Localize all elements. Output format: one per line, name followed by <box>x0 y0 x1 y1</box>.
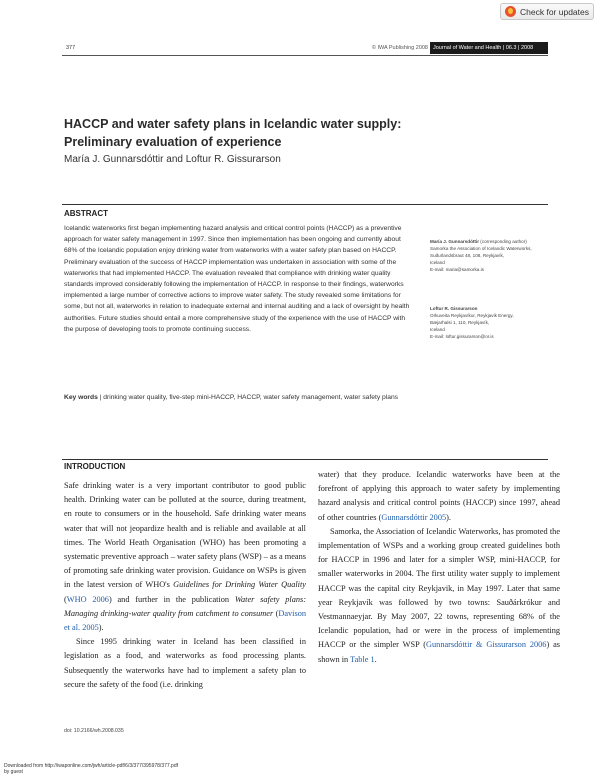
header-divider <box>62 55 548 56</box>
affiliation-line: Orkuveita Reykjavíkur, Reykjavik Energy, <box>430 312 514 318</box>
paragraph-text: and further in the publication <box>111 594 235 604</box>
article-title: HACCP and water safety plans in Icelandic water supply: Preliminary evaluation of experience <box>64 117 402 149</box>
introduction-divider <box>62 459 548 460</box>
paragraph-text: Safe drinking water is a very important contributor to good public health. Drinking water can be polluted at the source, during treatment, en route to consumers or in the household. Safe drinking water means water that will not jeopardize health and is reliable and available at all times. The World Heath Organisation (WHO) has been promoting a systematic preventive approach – water safety plans (WSP) – as a means of promoting safe drinking water provision. Guidance on WSPs is given in the latest version of WHO's <box>64 481 306 590</box>
affiliation-role: (corresponding author) <box>479 239 527 244</box>
paragraph-text: ) as shown in <box>318 640 561 664</box>
copyright-notice: © IWA Publishing 2008 <box>371 45 428 51</box>
paragraph: water) that they produce. Icelandic waterworks have been at the forefront of applying this approach to water safety by implementing hazard analysis and critical control points (HACCP) since 1997, ahead of other countries (Gunnarsdóttir 2005). <box>318 470 560 522</box>
check-for-updates-label: Check for updates <box>520 6 589 17</box>
download-line: by guest <box>4 769 23 775</box>
journal-name: Journal of Water and Health | 06.3 | 2008 <box>433 45 534 51</box>
citation-link[interactable]: Davison et al. 2005 <box>64 608 306 633</box>
download-notice <box>4 763 178 775</box>
paragraph-text: . <box>374 654 377 664</box>
affiliation-email: E-mail: loftur.gissurarson@or.is <box>430 333 494 339</box>
affiliation-line: Iceland <box>430 326 445 332</box>
citation-link[interactable]: WHO 2006 <box>66 594 109 604</box>
paragraph: Since 1995 drinking water in Iceland has been classified in legislation as a food, and waterworks as food processing plants. Subsequently the waterworks have had to implement a safety plan to secure the safety of the food (i.e. drinking <box>64 637 306 689</box>
paragraph <box>318 525 560 667</box>
body-column-left <box>64 479 306 692</box>
table-link[interactable]: Table 1 <box>350 654 375 664</box>
article-authors: María J. Gunnarsdóttir and Loftur R. Gissurarson <box>64 154 281 165</box>
affiliation-name: Loftur R. Gissurarson <box>430 306 478 311</box>
italic-title: Guidelines for Drinking Water Quality <box>173 580 306 590</box>
affiliation-line: Bæjarhalsi 1, 110, Reykjavík, <box>430 319 490 325</box>
italic-title: Water safety plans: Managing drinking-water quality from catchment to consumer <box>64 594 307 618</box>
introduction-heading: INTRODUCTION <box>64 462 126 471</box>
running-header <box>62 42 548 54</box>
keywords-list: | drinking water quality, five-step mini-HACCP, HACCP, water safety management, water safety plans <box>99 394 399 401</box>
paragraph-text: Samorka, the Association of Icelandic Waterworks, has promoted the implementation of WSPs and a working group created guidelines both for HACCP in 1996 and later for a simpler WSP, mini-HACCP, for smaller waterworks in 2004. The first utility water supply to implement HACCP was the capital city Reykjavik, in May 1997. Later that same year Reykjavík was followed by two towns: Sauðárkrókur and Vestmannaeyjar. By May 2007, 22 towns, representing 68% of the Icelandic population, had or were in the process of implementing HACCP or the simpler WSP ( <box>318 526 560 650</box>
body-column-right <box>318 468 560 667</box>
abstract-heading: ABSTRACT <box>64 209 108 218</box>
affiliation-line: Iceland <box>430 259 445 265</box>
affiliation-1 <box>430 239 560 274</box>
affiliation-line: Samorka the Association of Icelandic Waterworks, <box>430 245 532 251</box>
crossmark-icon <box>505 6 516 17</box>
abstract-text: Icelandic waterworks first began implementing hazard analysis and critical control points (HACCP) as a preventive approach for water safety management in 1997. Since then implementation has been ongoing and currently about 68% of the Icelandic population enjoy drinking water from waterworks with a water safety plan based on HACCP. Preliminary evaluation of the success of HACCP implementation was undertaken in association with some of the waterworks that had implemented HACCP. The evaluation revealed that compliance with drinking water quality standards improved considerably following the implementation of HACCP. In response to their findings, waterworks implemented a large number of corrective actions to improve water safety. The study revealed some limitations for some, but not all, waterworks in relation to inadequate external and internal auditing and a lack of oversight by health authorities. Future studies should entail a more comprehensive study of the experience with the use of HACCP with the purpose of developing tools to promote continuing success. <box>64 225 410 333</box>
abstract-divider <box>62 204 548 205</box>
keywords <box>64 392 412 403</box>
journal-banner <box>430 42 548 54</box>
citation-link[interactable]: Gunnarsdóttir & Gissurarson 2006 <box>426 640 547 650</box>
paragraph-text: water) that they produce. Icelandic waterworks have been at the forefront of applying this approach to water safety by implementing hazard analysis and critical control points (HACCP) since 1997, ahead of other countries <box>318 470 560 522</box>
paragraph: Safe drinking water is a very important contributor to good public health. Drinking water can be polluted at the source, during treatment, en route to consumers or in the household. Safe drinking water means water that will not jeopardize health and is reliable and available at all times. The World Heath Organisation (WHO) has been promoting a systematic preventive approach – water safety plans (WSP) – as a means of promoting safe drinking water provision. Guidance on WSPs is given in the latest version of WHO's Guidelines for Drinking Water Quality (WHO 2006) and further in the publication Water safety plans: Managing drinking-water quality from catchment to consumer (Davison et al. 2005). <box>64 481 307 633</box>
check-for-updates-button[interactable] <box>500 3 594 20</box>
affiliation-line: Suðurlandsbraut 48, 108, Reykjavík, <box>430 252 505 258</box>
doi: doi: 10.2166/wh.2008.035 <box>64 728 124 734</box>
download-line: Downloaded from http://iwaponline.com/jwh/article-pdf/6/3/377/395978/377.pdf <box>4 763 178 769</box>
keywords-label: Key words <box>64 394 98 401</box>
affiliation-2 <box>430 306 560 341</box>
citation-link[interactable]: Gunnarsdóttir 2005 <box>381 512 447 522</box>
affiliation-email: E-mail: maria@samorka.is <box>430 266 484 272</box>
page-number: 377 <box>66 45 76 51</box>
affiliation-name: María J. Gunnarsdóttir <box>430 239 480 244</box>
